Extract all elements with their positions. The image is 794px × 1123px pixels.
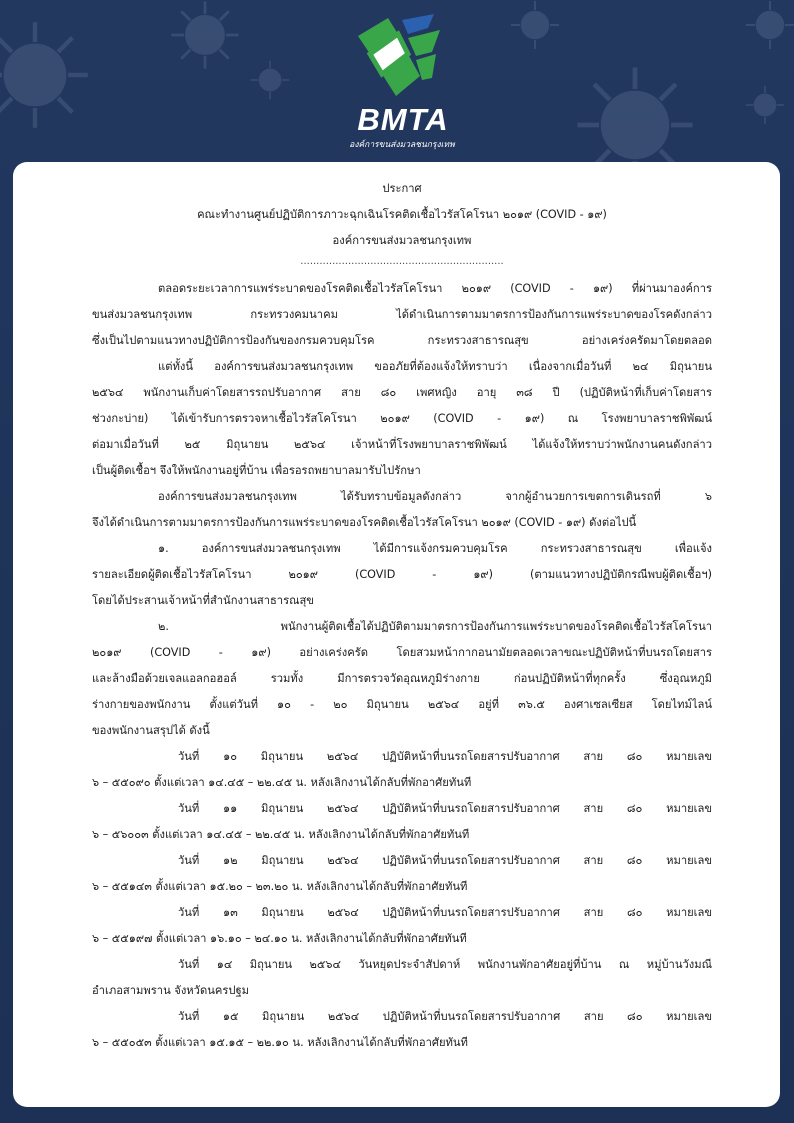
body-line: ตลอดระยะเวลาการแพร่ระบาดของโรคติดเชื้อไวรัสโคโรนา ๒๐๑๙ (COVID - ๑๙) ที่ผ่านมาองค์การ	[158, 282, 712, 295]
announcement-heading: ประกาศ	[382, 182, 422, 195]
body-line: ซึ่งเป็นไปตามแนวทางปฏิบัติการป้องกันของกรมควบคุมโรค กระทรวงสาธารณสุข อย่างเคร่งครัดมาโดยตลอด	[92, 334, 712, 347]
document-card	[13, 162, 780, 1107]
committee-title: คณะทำงานศูนย์ปฏิบัติการภาวะฉุกเฉินโรคติดเชื้อไวรัสโคโรนา ๒๐๑๙ (COVID - ๑๙)	[197, 208, 607, 221]
virus-decoration-icon	[0, 20, 90, 130]
organization-name: องค์การขนส่งมวลชนกรุงเทพ	[332, 234, 472, 247]
body-line: โดยได้ประสานเจ้าหน้าที่สำนักงานสาธารณสุข	[92, 594, 314, 607]
body-line: ๖ – ๕๕๑๔๓ ตั้งแต่เวลา ๑๕.๒๐ – ๒๓.๒๐ น. หลังเลิกงานได้กลับที่พักอาศัยทันที	[92, 880, 468, 893]
body-line: ๑. องค์การขนส่งมวลชนกรุงเทพ ได้มีการแจ้งกรมควบคุมโรค กระทรวงสาธารณสุข เพื่อแจ้ง	[158, 542, 712, 555]
body-line: ๖ – ๕๕๐๙๐ ตั้งแต่เวลา ๑๔.๔๕ – ๒๒.๔๕ น. หลังเลิกงานได้กลับที่พักอาศัยทันที	[92, 776, 472, 789]
virus-decoration-icon	[510, 0, 560, 50]
announcement-document	[92, 176, 712, 1056]
body-line: ช่วงกะบ่าย) ได้เข้ารับการตรวจหาเชื้อไวรัสโคโรนา ๒๐๑๙ (COVID - ๑๙) ณ โรงพยาบาลราชพิพัฒน์	[92, 412, 712, 425]
body-line: องค์การขนส่งมวลชนกรุงเทพ ได้รับทราบข้อมูลดังกล่าว จากผู้อำนวยการเขตการเดินรถที่ ๖	[158, 490, 712, 503]
body-line: วันที่ ๑๕ มิถุนายน ๒๕๖๔ ปฏิบัติหน้าที่บนรถโดยสารปรับอากาศ สาย ๘๐ หมายเลข	[178, 1010, 712, 1023]
body-line: รายละเอียดผู้ติดเชื้อไวรัสโคโรนา ๒๐๑๙ (COVID - ๑๙) (ตามแนวทางปฏิบัติกรณีพบผู้ติดเชื้อฯ)	[92, 568, 712, 581]
body-line: ของพนักงานสรุปได้ ดังนี้	[92, 724, 210, 737]
virus-decoration-icon	[745, 85, 785, 125]
virus-decoration-icon	[170, 0, 240, 70]
body-line: ร่างกายของพนักงาน ตั้งแต่วันที่ ๑๐ - ๒๐ มิถุนายน ๒๕๖๔ อยู่ที่ ๓๖.๕ องศาเซลเซียส โดยไทม์ไลน์	[92, 698, 712, 711]
body-line: วันที่ ๑๑ มิถุนายน ๒๕๖๔ ปฏิบัติหน้าที่บนรถโดยสารปรับอากาศ สาย ๘๐ หมายเลข	[178, 802, 712, 815]
body-line: อำเภอสามพราน จังหวัดนครปฐม	[92, 984, 250, 997]
body-line: จึงได้ดำเนินการตามมาตรการป้องกันการแพร่ระบาดของโรคติดเชื้อไวรัสโคโรนา ๒๐๑๙ (COVID - ๑๙) ดังต่อไปนี้	[92, 516, 637, 529]
body-line: ๖ – ๕๕๑๙๗ ตั้งแต่เวลา ๑๖.๑๐ – ๒๔.๑๐ น. หลังเลิกงานได้กลับที่พักอาศัยทันที	[92, 932, 467, 945]
body-line: เป็นผู้ติดเชื้อฯ จึงให้พนักงานอยู่ที่บ้าน เพื่อรอรถพยาบาลมารับไปรักษา	[92, 464, 421, 477]
body-line: แต่ทั้งนี้ องค์การขนส่งมวลชนกรุงเทพ ขออภัยที่ต้องแจ้งให้ทราบว่า เนื่องจากเมื่อวันที่ ๒๔ มิถุนายน	[158, 360, 712, 373]
virus-decoration-icon	[745, 0, 794, 50]
body-line: วันที่ ๑๐ มิถุนายน ๒๕๖๔ ปฏิบัติหน้าที่บนรถโดยสารปรับอากาศ สาย ๘๐ หมายเลข	[178, 750, 712, 763]
virus-decoration-icon	[250, 60, 290, 100]
body-line: ๖ – ๕๖๐๐๓ ตั้งแต่เวลา ๑๔.๔๕ – ๒๒.๔๕ น. หลังเลิกงานได้กลับที่พักอาศัยทันที	[92, 828, 470, 841]
body-line: ขนส่งมวลชนกรุงเทพ กระทรวงคมนาคม ได้ดำเนินการตามมาตรการป้องกันการแพร่ระบาดของโรคดังกล่าว	[92, 308, 712, 321]
bmta-emblem-icon	[336, 8, 464, 108]
body-line: ๒. พนักงานผู้ติดเชื้อได้ปฏิบัติตามมาตรการป้องกันการแพร่ระบาดของโรคติดเชื้อไวรัสโคโรนา	[158, 620, 712, 633]
body-line: วันที่ ๑๒ มิถุนายน ๒๕๖๔ ปฏิบัติหน้าที่บนรถโดยสารปรับอากาศ สาย ๘๐ หมายเลข	[178, 854, 712, 867]
body-line: ต่อมาเมื่อวันที่ ๒๕ มิถุนายน ๒๕๖๔ เจ้าหน้าที่โรงพยาบาลราชพิพัฒน์ ได้แจ้งให้ทราบว่าพนักงานคนดังกล่าว	[92, 438, 712, 451]
logo-wordmark: BMTA	[357, 102, 449, 137]
body-line: วันที่ ๑๔ มิถุนายน ๒๕๖๔ วันหยุดประจำสัปดาห์ พนักงานพักอาศัยอยู่ที่บ้าน ณ หมู่บ้านวังมณี	[178, 958, 712, 971]
bmta-logo	[336, 8, 464, 148]
body-line: วันที่ ๑๓ มิถุนายน ๒๕๖๔ ปฏิบัติหน้าที่บนรถโดยสารปรับอากาศ สาย ๘๐ หมายเลข	[178, 906, 712, 919]
body-line: ๒๐๑๙ (COVID - ๑๙) อย่างเคร่งครัด โดยสวมหน้ากากอนามัยตลอดเวลาขณะปฏิบัติหน้าที่บนรถโดยสาร	[92, 646, 712, 659]
separator: ................................................................	[300, 256, 504, 267]
announcement-body	[92, 276, 712, 1056]
body-line: ๖ – ๕๕๐๕๓ ตั้งแต่เวลา ๑๕.๑๕ – ๒๒.๑๐ น. หลังเลิกงานได้กลับที่พักอาศัยทันที	[92, 1036, 468, 1049]
logo-subtitle: องค์การขนส่งมวลชนกรุงเทพ	[349, 139, 455, 149]
body-line: ๒๕๖๔ พนักงานเก็บค่าโดยสารรถปรับอากาศ สาย ๘๐ เพศหญิง อายุ ๓๘ ปี (ปฏิบัติหน้าที่เก็บค่าโดยสาร	[92, 386, 712, 399]
body-line: และล้างมือด้วยเจลแอลกอฮอล์ รวมทั้ง มีการตรวจวัดอุณหภูมิร่างกาย ก่อนปฏิบัติหน้าที่ทุกครั้ง ซึ่งอุณหภูมิ	[92, 672, 712, 685]
